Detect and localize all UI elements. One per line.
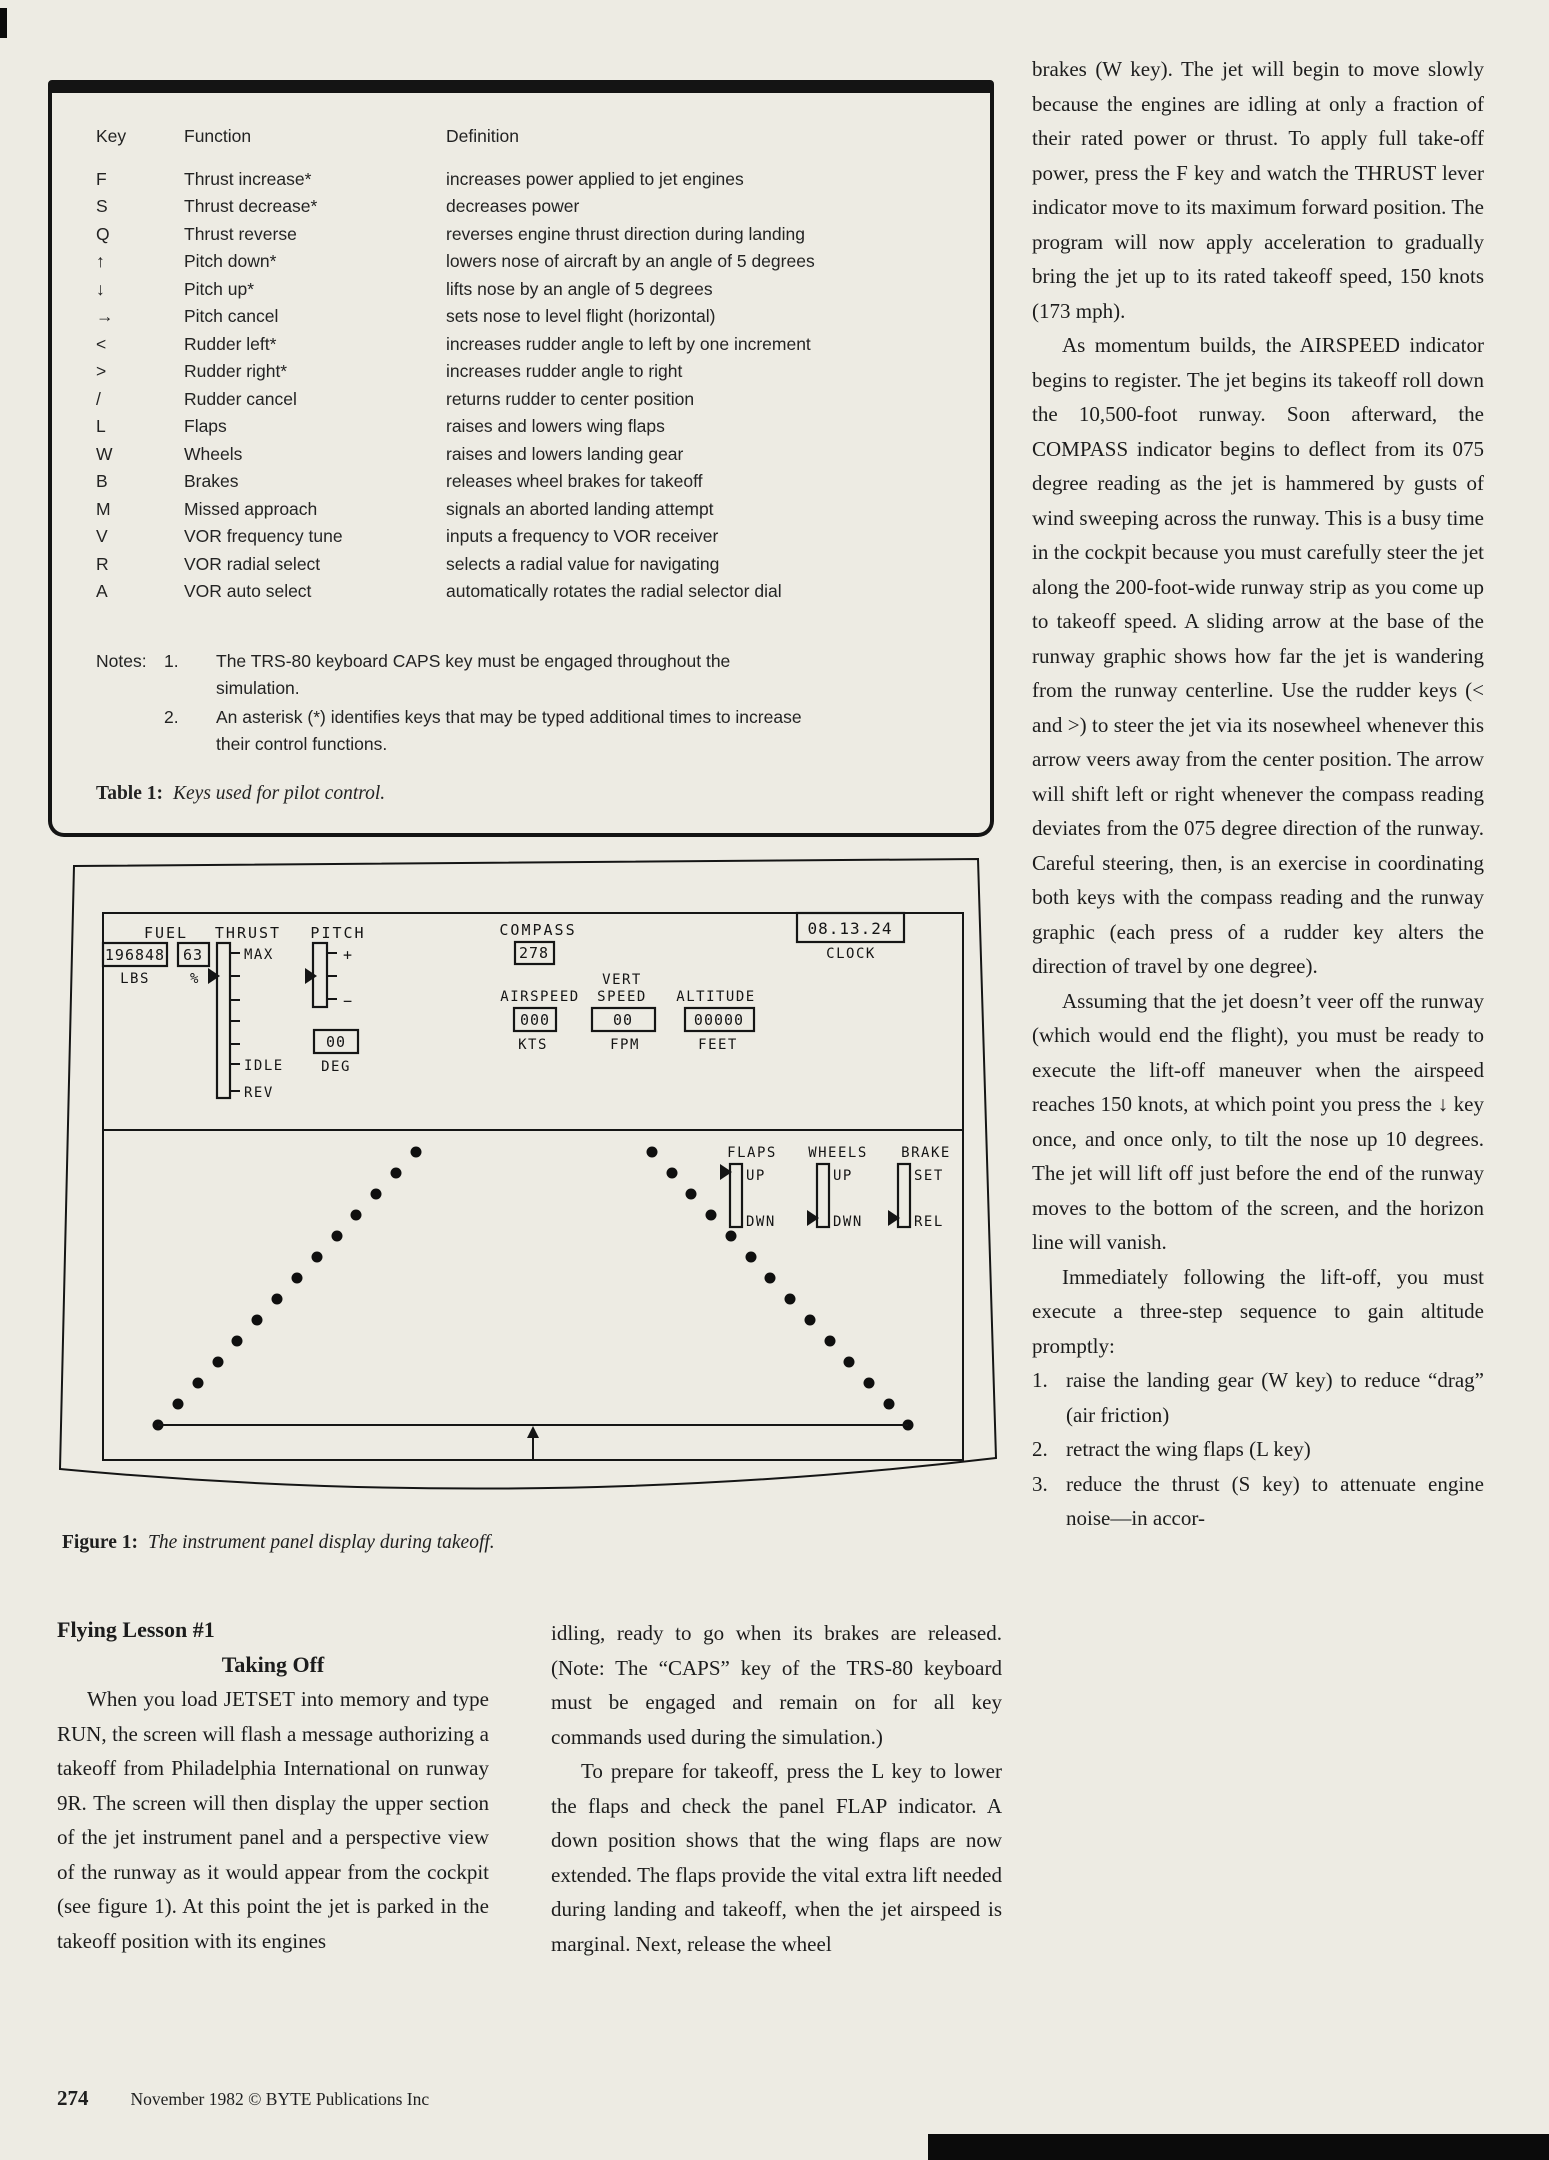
definition-cell: lowers nose of aircraft by an angle of 5 degrees [446,251,815,271]
list-item [1032,1432,1484,1467]
key-cell: F [96,168,107,189]
definition-cell: sets nose to level flight (horizontal) [446,306,716,326]
table1 [96,123,970,805]
definition-cell: selects a radial value for navigating [446,553,720,574]
table-row [96,386,970,414]
svg-text:00: 00 [612,1011,634,1029]
table-row [96,221,970,249]
notes-label: Notes: [96,650,147,671]
key-cell: M [96,498,111,519]
section-heading-line2: Taking Off [221,1652,325,1677]
flaps-indicator [720,1145,777,1230]
paragraph: Assuming that the jet doesn’t veer off the runway (which would end the flight), you must be ready to execute the lift-off maneuver when the airspeed reaches 150 knots, at which point you press the ↓ key once, and once only, to tilt the nose up 10 degrees. The jet will lift off just before the end of the runway moves to the bottom of the screen, and the horizon line will vanish. [1032,988,1484,1254]
function-cell: Rudder right* [184,361,288,381]
table-row [96,358,970,386]
brake-bar [898,1164,910,1227]
function-cell: Missed approach [184,498,318,519]
thrust-gauge [208,924,284,1101]
liftoff-steps-list [1032,1363,1484,1536]
thrust-pointer-icon [208,968,220,984]
flaps-bar [730,1164,742,1227]
svg-text:FEET: FEET [698,1037,738,1053]
key-cell: A [96,581,108,601]
table-row [96,276,970,304]
list-item [1032,1467,1484,1536]
function-cell: Flaps [184,416,227,436]
definition-cell: increases power applied to jet engines [446,168,744,189]
table-row [96,551,970,579]
svg-text:VERT: VERT [602,972,642,988]
table-header-definition: Definition [446,126,519,146]
svg-text:CLOCK: CLOCK [826,946,876,962]
pitch-gauge [305,924,366,1075]
centerline-arrow-icon [527,1426,539,1459]
paragraph: To prepare for takeoff, press the L key to lower the flaps and check the panel FLAP indicator. A down position shows that the wing flaps are now extended. The flaps provide the vital extra lift needed during landing and takeoff, when the jet airspeed is marginal. Next, release the wheel [551,1759,1002,1956]
definition-cell: automatically rotates the radial selector dial [446,581,782,601]
table-caption-text: Keys used for pilot control. [173,782,386,804]
svg-text:DWN: DWN [746,1214,776,1230]
svg-text:BRAKE: BRAKE [901,1145,951,1161]
key-cell: V [96,526,108,546]
svg-text:SET: SET [914,1168,944,1184]
svg-text:%: % [190,971,200,987]
definition-cell: reverses engine thrust direction during landing [446,223,805,244]
svg-text:−: − [343,992,354,1010]
paragraph: When you load JETSET into memory and type RUN, the screen will flash a message authorizing a takeoff from Philadelphia International on runway 9R. The screen will then display the upper section of the jet instrument panel and a perspective view of the runway as it would appear from the cockpit (see figure 1). At this point the jet is parked in the takeoff position with its engines [57,1687,489,1953]
svg-text:REL: REL [914,1214,944,1230]
table-header-key: Key [96,126,127,146]
table-rows [96,166,970,606]
table-header-row [96,123,970,151]
list-item-number: 1. [1032,1368,1048,1392]
svg-text:THRUST: THRUST [214,924,282,942]
svg-text:FLAPS: FLAPS [727,1145,777,1161]
thrust-bar [217,943,230,1098]
table-row [96,468,970,496]
brake-indicator [888,1145,951,1230]
svg-text:08.13.24: 08.13.24 [807,919,893,938]
paragraph: brakes (W key). The jet will begin to move slowly because the engines are idling at only a fraction of their rated power or thrust. To apply full take-off power, press the F key and watch the THRUST lever indicator move to its maximum forward position. The program will now apply acceleration to gradually bring the jet up to its rated takeoff speed, 150 knots (173 mph). [1032,57,1484,323]
svg-text:MAX: MAX [244,947,274,963]
function-cell: Pitch down* [184,251,277,271]
key-cell: L [96,416,106,436]
function-cell: Wheels [184,443,243,464]
svg-text:00000: 00000 [693,1011,745,1029]
figure-caption-text: The instrument panel display during takeoff. [148,1532,495,1553]
svg-text:00: 00 [325,1033,347,1051]
key-cell: ↑ [96,251,105,271]
table-header-function: Function [184,126,252,146]
function-cell: Thrust reverse [184,223,297,244]
table-row [96,248,970,276]
definition-cell: decreases power [446,196,580,216]
definition-cell: inputs a frequency to VOR receiver [446,526,719,546]
function-cell: VOR frequency tune [184,526,343,546]
note-number: 1. [164,650,179,671]
svg-text:KTS: KTS [518,1037,548,1053]
page-number: 274 [57,2086,89,2110]
article-column-3 [1032,52,1484,1536]
list-item-text: reduce the thrust (S key) to attenuate engine noise—in accor- [1066,1471,1484,1530]
article-column-1 [57,1612,489,1958]
note-text: An asterisk (*) identifies keys that may be typed additional times to increase their control functions. [216,706,802,754]
note-text: The TRS-80 keyboard CAPS key must be engaged throughout the simulation. [216,650,731,698]
runway-right-edge-dots [647,1147,914,1431]
svg-text:IDLE: IDLE [244,1058,284,1074]
wheels-bar [817,1164,829,1227]
scan-edge-nub [0,8,7,38]
list-item [1032,1363,1484,1432]
function-cell: VOR radial select [184,553,321,574]
key-cell: < [96,333,107,354]
table-row [96,331,970,359]
compass-indicator [499,921,576,964]
table1-box [48,80,994,837]
svg-text:278: 278 [518,944,550,962]
svg-text:WHEELS: WHEELS [808,1145,868,1161]
figure-caption [62,1532,495,1554]
function-cell: VOR auto select [184,581,312,601]
key-cell: B [96,471,108,491]
svg-text:63: 63 [182,946,204,964]
function-cell: Brakes [184,471,239,491]
definition-cell: raises and lowers landing gear [446,443,684,464]
svg-text:SPEED: SPEED [597,989,647,1005]
runway-left-edge-dots [153,1147,422,1431]
key-cell: ↓ [96,278,105,299]
svg-text:COMPASS: COMPASS [499,921,577,939]
function-cell: Thrust decrease* [184,196,318,216]
function-cell: Rudder left* [184,333,277,354]
function-cell: Pitch cancel [184,306,279,326]
table-caption-label: Table 1: [96,782,164,804]
table-caption [96,783,970,805]
svg-text:000: 000 [519,1011,551,1029]
note-item [96,704,970,759]
list-item-text: retract the wing flaps (L key) [1066,1437,1311,1461]
svg-text:ALTITUDE: ALTITUDE [676,989,756,1005]
svg-text:DWN: DWN [833,1214,863,1230]
vert-speed-indicator [592,972,655,1053]
publication-credit: November 1982 © BYTE Publications Inc [130,2089,430,2109]
svg-text:AIRSPEED: AIRSPEED [500,989,580,1005]
table-row [96,413,970,441]
svg-text:+: + [343,946,354,964]
notes-label-spacer [96,704,164,759]
definition-cell: releases wheel brakes for takeoff [446,471,703,491]
key-cell: → [96,306,114,326]
function-cell: Rudder cancel [184,388,297,409]
table-row [96,193,970,221]
table-row [96,166,970,194]
definition-cell: signals an aborted landing attempt [446,498,714,519]
table-row [96,523,970,551]
svg-text:FUEL: FUEL [143,924,189,942]
svg-text:196848: 196848 [104,946,166,964]
definition-cell: increases rudder angle to right [446,361,683,381]
clock-indicator [797,913,904,962]
instrument-panel-svg [50,850,1000,1515]
wheels-indicator [807,1145,868,1230]
function-cell: Pitch up* [184,278,255,299]
paragraph: idling, ready to go when its brakes are released. (Note: The “CAPS” key of the TRS-80 keyboard must be engaged and remain on for all key commands used during the simulation.) [551,1621,1002,1749]
definition-cell: returns rudder to center position [446,388,695,409]
fuel-gauge [103,924,209,987]
definition-cell: raises and lowers wing flaps [446,416,665,436]
key-cell: > [96,361,107,381]
pitch-pointer-icon [305,968,317,984]
key-cell: R [96,553,109,574]
key-cell: Q [96,223,110,244]
paragraph: Immediately following the lift-off, you must execute a three-step sequence to gain altitude promptly: [1032,1264,1484,1358]
definition-cell: increases rudder angle to left by one increment [446,333,811,354]
table-row [96,303,970,331]
table-row [96,578,970,606]
page-footer [57,2086,429,2111]
altitude-indicator [676,989,755,1053]
svg-text:PITCH: PITCH [310,924,366,942]
figure1-instrument-panel [50,850,1000,1515]
svg-text:UP: UP [833,1168,853,1184]
note-item [96,648,970,703]
svg-text:REV: REV [244,1085,274,1101]
table-row [96,441,970,469]
table-notes [96,648,970,759]
definition-cell: lifts nose by an angle of 5 degrees [446,278,713,299]
table-row [96,496,970,524]
section-heading-line1: Flying Lesson #1 [57,1617,215,1642]
key-cell: W [96,443,113,464]
svg-text:LBS: LBS [120,971,150,987]
list-item-text: raise the landing gear (W key) to reduce “drag” (air friction) [1066,1368,1484,1427]
svg-text:DEG: DEG [321,1059,351,1075]
list-item-number: 3. [1032,1471,1048,1496]
svg-text:UP: UP [746,1168,766,1184]
key-cell: S [96,196,108,216]
svg-text:FPM: FPM [610,1037,640,1053]
figure-caption-label: Figure 1: [62,1532,139,1553]
paragraph: As momentum builds, the AIRSPEED indicator begins to register. The jet begins its takeoff roll down the 10,500-foot runway. Soon afterward, the COMPASS indicator begins to deflect from its 075 degree reading as the jet is hammered by gusts of wind sweeping across the runway. This is a busy time in the cockpit because you must carefully steer the jet along the 200-foot-wide runway strip as you come up to takeoff speed. A sliding arrow at the base of the runway graphic shows how far the jet is wandering from the runway centerline. Use the rudder keys (< and >) to steer the jet via its nosewheel whenever this arrow veers away from the center position. The arrow will shift left or right whenever the compass reading deviates from the 075 degree direction of the runway. Careful steering, then, is an exercise in coordinating both keys with the compass reading and the runway graphic (each press of a rudder key alters the direction of travel by one degree). [1032,333,1484,978]
function-cell: Thrust increase* [184,168,312,189]
article-column-2 [551,1616,1002,1961]
key-cell: / [96,388,101,409]
scan-edge-bar [928,2134,1549,2160]
note-number: 2. [164,706,179,727]
airspeed-indicator [500,989,579,1053]
list-item-number: 2. [1032,1437,1048,1461]
